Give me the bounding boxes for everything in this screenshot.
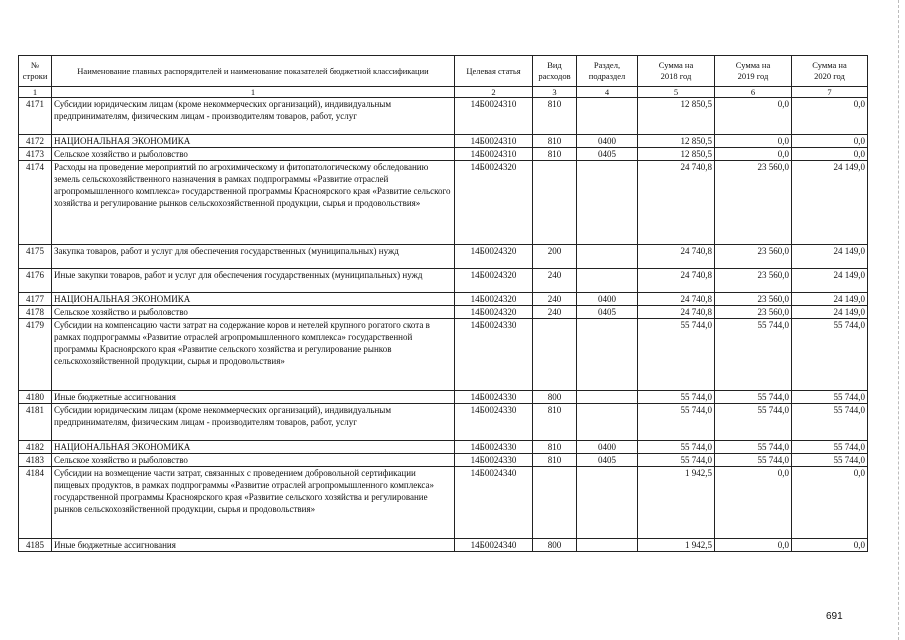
row-number: 4184 [19, 467, 52, 539]
row-target-article: 14Б0024320 [455, 306, 533, 319]
row-number: 4179 [19, 319, 52, 391]
row-sum-2018: 12 850,5 [638, 135, 715, 148]
row-name: Сельское хозяйство и рыболовство [52, 306, 455, 319]
row-sum-2019: 23 560,0 [715, 269, 792, 293]
row-sum-2020: 24 149,0 [792, 306, 868, 319]
row-sum-2019: 55 744,0 [715, 391, 792, 404]
row-sum-2018: 12 850,5 [638, 98, 715, 135]
row-section [577, 245, 638, 269]
row-expense-type: 800 [533, 539, 577, 552]
row-expense-type: 810 [533, 135, 577, 148]
row-sum-2020: 55 744,0 [792, 319, 868, 391]
row-target-article: 14Б0024310 [455, 148, 533, 161]
row-name: Закупка товаров, работ и услуг для обеспечения государственных (муниципальных) нужд [52, 245, 455, 269]
row-sum-2019: 55 744,0 [715, 441, 792, 454]
row-sum-2018: 55 744,0 [638, 319, 715, 391]
row-section [577, 98, 638, 135]
row-expense-type: 200 [533, 245, 577, 269]
row-sum-2019: 23 560,0 [715, 306, 792, 319]
row-sum-2020: 0,0 [792, 135, 868, 148]
row-sum-2019: 23 560,0 [715, 245, 792, 269]
row-target-article: 14Б0024340 [455, 467, 533, 539]
row-sum-2020: 24 149,0 [792, 161, 868, 245]
row-expense-type: 810 [533, 441, 577, 454]
row-number: 4178 [19, 306, 52, 319]
row-name: Иные бюджетные ассигнования [52, 539, 455, 552]
header-section: Раздел, подраздел [577, 56, 638, 87]
header-expense-type: Вид расходов [533, 56, 577, 87]
row-section [577, 161, 638, 245]
row-target-article: 14Б0024330 [455, 319, 533, 391]
header-target-article: Целевая статья [455, 56, 533, 87]
row-number: 4183 [19, 454, 52, 467]
row-sum-2018: 55 744,0 [638, 441, 715, 454]
column-number: 6 [715, 87, 792, 98]
row-sum-2020: 55 744,0 [792, 404, 868, 441]
row-sum-2019: 0,0 [715, 467, 792, 539]
row-sum-2018: 55 744,0 [638, 391, 715, 404]
row-expense-type: 240 [533, 306, 577, 319]
page-number: 691 [826, 611, 843, 622]
row-name: Субсидии на компенсацию части затрат на содержание коров и нетелей крупного рогатого скота в рамках подпрограммы «Развитие отраслей агропромышленного комплекса» государственной программы Красноярского края «Развитие сельского хозяйства и регулирование рынков сельскохозяйственной продукции, сырья и продовольствия» [52, 319, 455, 391]
row-sum-2018: 55 744,0 [638, 454, 715, 467]
row-sum-2020: 0,0 [792, 148, 868, 161]
row-name: НАЦИОНАЛЬНАЯ ЭКОНОМИКА [52, 441, 455, 454]
column-number: 3 [533, 87, 577, 98]
row-number: 4176 [19, 269, 52, 293]
row-sum-2018: 24 740,8 [638, 161, 715, 245]
row-name: НАЦИОНАЛЬНАЯ ЭКОНОМИКА [52, 135, 455, 148]
row-section: 0400 [577, 293, 638, 306]
row-target-article: 14Б0024330 [455, 404, 533, 441]
table-row [19, 98, 868, 135]
row-sum-2019: 0,0 [715, 98, 792, 135]
row-sum-2019: 23 560,0 [715, 293, 792, 306]
row-sum-2019: 55 744,0 [715, 319, 792, 391]
row-sum-2020: 55 744,0 [792, 391, 868, 404]
budget-table [18, 55, 868, 552]
row-sum-2020: 24 149,0 [792, 293, 868, 306]
column-number: 1 [19, 87, 52, 98]
row-number: 4181 [19, 404, 52, 441]
row-sum-2019: 23 560,0 [715, 161, 792, 245]
row-target-article: 14Б0024310 [455, 98, 533, 135]
row-expense-type: 810 [533, 98, 577, 135]
header-row-number: № строки [19, 56, 52, 87]
row-section: 0405 [577, 454, 638, 467]
column-number: 5 [638, 87, 715, 98]
row-name: Субсидии юридическим лицам (кроме некоммерческих организаций), индивидуальным предпринимателям, физическим лицам - производителям товаров, работ, услуг [52, 404, 455, 441]
scan-edge-line [898, 0, 899, 640]
column-number-row [19, 87, 868, 98]
row-number: 4182 [19, 441, 52, 454]
row-sum-2019: 0,0 [715, 148, 792, 161]
row-sum-2019: 0,0 [715, 135, 792, 148]
row-expense-type [533, 161, 577, 245]
row-section: 0405 [577, 148, 638, 161]
row-expense-type [533, 467, 577, 539]
row-number: 4185 [19, 539, 52, 552]
row-target-article: 14Б0024340 [455, 539, 533, 552]
row-sum-2018: 24 740,8 [638, 245, 715, 269]
row-sum-2020: 0,0 [792, 539, 868, 552]
row-section [577, 539, 638, 552]
row-name: Сельское хозяйство и рыболовство [52, 454, 455, 467]
row-section [577, 467, 638, 539]
row-number: 4175 [19, 245, 52, 269]
row-name: Иные закупки товаров, работ и услуг для обеспечения государственных (муниципальных) нужд [52, 269, 455, 293]
row-section [577, 319, 638, 391]
table-row [19, 306, 868, 319]
table-row [19, 135, 868, 148]
row-sum-2018: 1 942,5 [638, 539, 715, 552]
row-number: 4177 [19, 293, 52, 306]
header-sum-2020: Сумма на 2020 год [792, 56, 868, 87]
row-target-article: 14Б0024320 [455, 269, 533, 293]
row-target-article: 14Б0024330 [455, 441, 533, 454]
row-sum-2020: 0,0 [792, 98, 868, 135]
row-sum-2018: 1 942,5 [638, 467, 715, 539]
table-row [19, 245, 868, 269]
column-number: 2 [455, 87, 533, 98]
row-expense-type: 810 [533, 404, 577, 441]
row-sum-2018: 55 744,0 [638, 404, 715, 441]
row-sum-2019: 55 744,0 [715, 454, 792, 467]
row-number: 4173 [19, 148, 52, 161]
table-row [19, 441, 868, 454]
table-row [19, 454, 868, 467]
row-sum-2020: 24 149,0 [792, 269, 868, 293]
row-expense-type: 240 [533, 269, 577, 293]
row-name: Сельское хозяйство и рыболовство [52, 148, 455, 161]
table-row [19, 539, 868, 552]
table-row [19, 161, 868, 245]
row-expense-type: 240 [533, 293, 577, 306]
column-number: 7 [792, 87, 868, 98]
row-target-article: 14Б0024320 [455, 293, 533, 306]
row-expense-type: 810 [533, 454, 577, 467]
table-row [19, 148, 868, 161]
row-expense-type: 800 [533, 391, 577, 404]
row-sum-2018: 12 850,5 [638, 148, 715, 161]
row-number: 4180 [19, 391, 52, 404]
row-target-article: 14Б0024310 [455, 135, 533, 148]
row-sum-2019: 0,0 [715, 539, 792, 552]
row-section: 0400 [577, 135, 638, 148]
row-name: Иные бюджетные ассигнования [52, 391, 455, 404]
row-target-article: 14Б0024320 [455, 161, 533, 245]
row-section [577, 269, 638, 293]
row-expense-type [533, 319, 577, 391]
column-number: 4 [577, 87, 638, 98]
row-name: Расходы на проведение мероприятий по агрохимическому и фитопатологическому обследованию земель сельскохозяйственного назначения в рамках подпрограммы «Развитие отраслей агропромышленного комплекса» государственной программы Красноярского края «Развитие сельского хозяйства и регулирование рынков сельскохозяйственной продукции, сырья и продовольствия» [52, 161, 455, 245]
row-name: Субсидии на возмещение части затрат, связанных с проведением добровольной сертификации пищевых продуктов, в рамках подпрограммы «Развитие отраслей агропромышленного комплекса» государственной программы Красноярского края «Развитие сельского хозяйства и регулирование рынков сельскохозяйственной продукции, сырья и продовольствия» [52, 467, 455, 539]
row-target-article: 14Б0024330 [455, 454, 533, 467]
row-sum-2020: 24 149,0 [792, 245, 868, 269]
header-name: Наименование главных распорядителей и наименование показателей бюджетной классификации [52, 56, 455, 87]
row-name: Субсидии юридическим лицам (кроме некоммерческих организаций), индивидуальным предпринимателям, физическим лицам - производителям товаров, работ, услуг [52, 98, 455, 135]
row-section: 0405 [577, 306, 638, 319]
row-section: 0400 [577, 441, 638, 454]
column-number: 1 [52, 87, 455, 98]
row-sum-2020: 0,0 [792, 467, 868, 539]
row-target-article: 14Б0024320 [455, 245, 533, 269]
row-sum-2018: 24 740,8 [638, 269, 715, 293]
row-section [577, 391, 638, 404]
table-row [19, 319, 868, 391]
header-sum-2018: Сумма на 2018 год [638, 56, 715, 87]
row-number: 4172 [19, 135, 52, 148]
table-body [19, 98, 868, 552]
row-sum-2019: 55 744,0 [715, 404, 792, 441]
row-name: НАЦИОНАЛЬНАЯ ЭКОНОМИКА [52, 293, 455, 306]
table-row [19, 269, 868, 293]
row-sum-2020: 55 744,0 [792, 454, 868, 467]
row-number: 4174 [19, 161, 52, 245]
row-sum-2020: 55 744,0 [792, 441, 868, 454]
row-sum-2018: 24 740,8 [638, 293, 715, 306]
row-sum-2018: 24 740,8 [638, 306, 715, 319]
table-row [19, 467, 868, 539]
row-number: 4171 [19, 98, 52, 135]
row-expense-type: 810 [533, 148, 577, 161]
header-sum-2019: Сумма на 2019 год [715, 56, 792, 87]
table-row [19, 404, 868, 441]
row-section [577, 404, 638, 441]
table-row [19, 391, 868, 404]
table-header-row [19, 56, 868, 87]
table-row [19, 293, 868, 306]
row-target-article: 14Б0024330 [455, 391, 533, 404]
